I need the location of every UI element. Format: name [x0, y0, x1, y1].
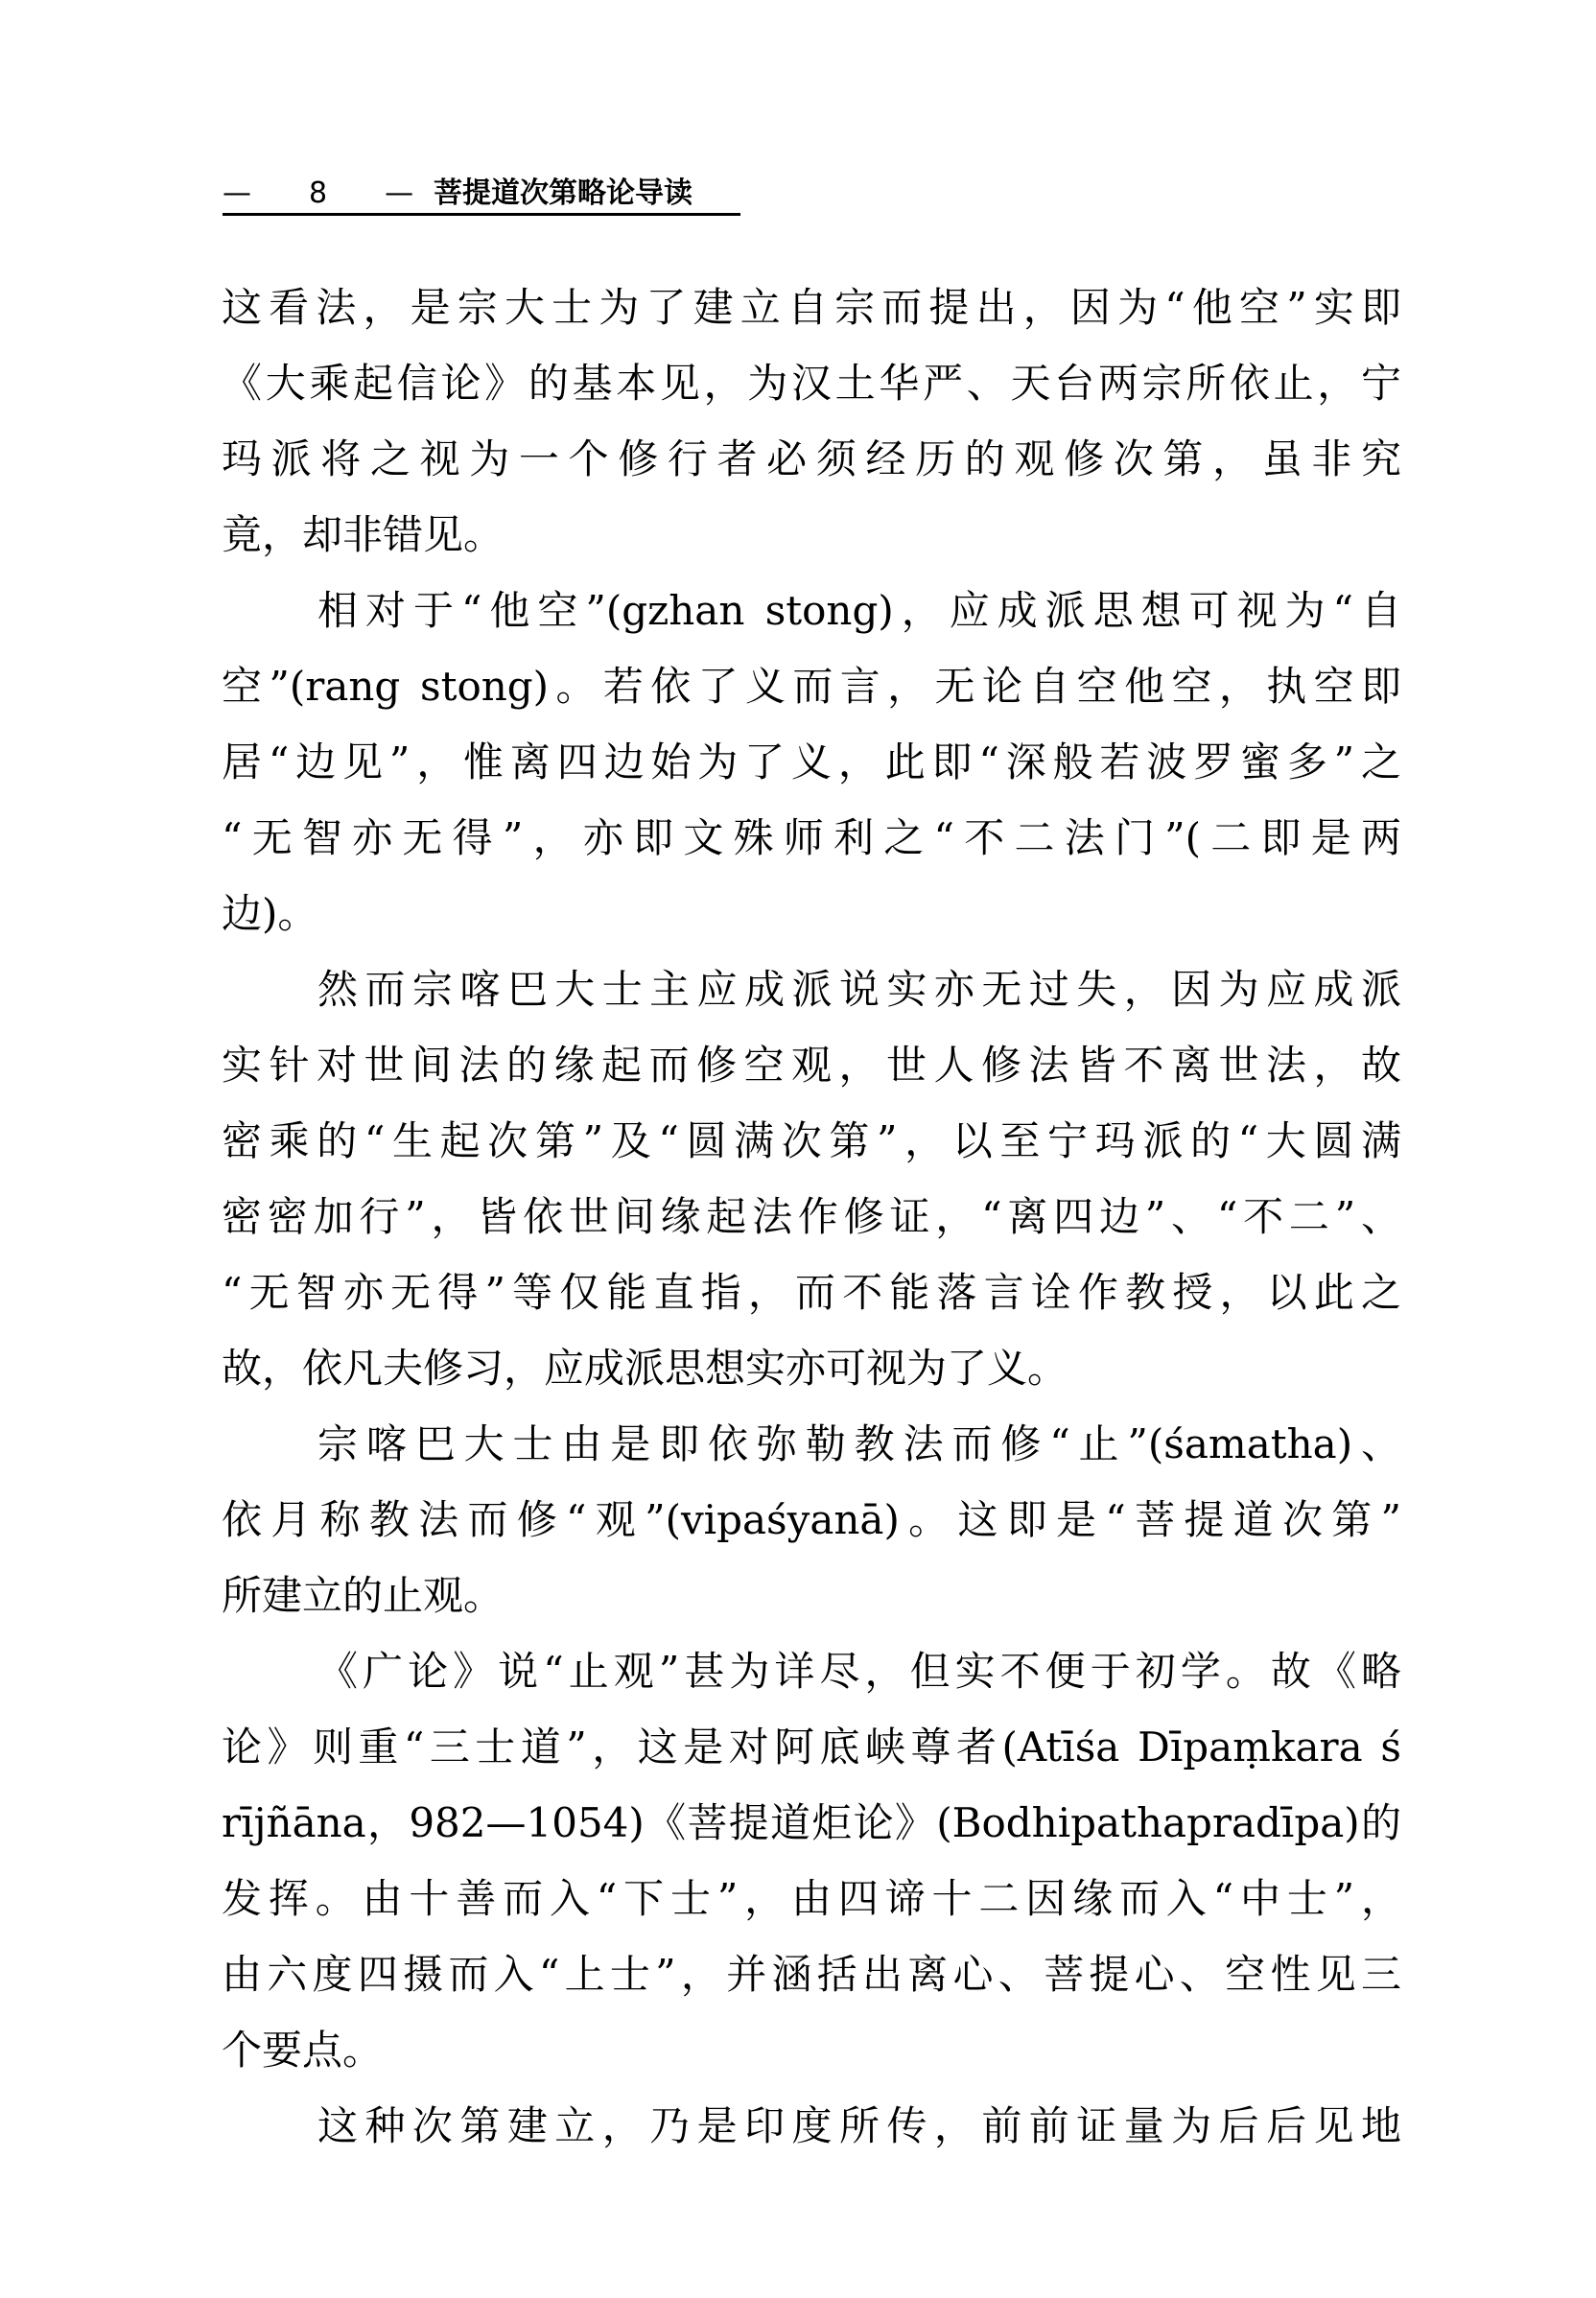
page-number: 8 — [309, 176, 328, 210]
header-dash-right: — — [385, 176, 414, 210]
text-line: 居“边见”，惟离四边始为了义，此即“深般若波罗蜜多”之 — [222, 739, 1401, 786]
text-line: 玛派将之视为一个修行者必须经历的观修次第，虽非究 — [222, 435, 1401, 482]
text-line: “无智亦无得”等仅能直指，而不能落言诠作教授，以此之 — [222, 1269, 1401, 1316]
text-line: rījñāna，982—1054)《菩提道炬论》(Bodhipathapradīpa)的 — [222, 1799, 1401, 1846]
text-line: 这种次第建立，乃是印度所传，前前证量为后后见地 — [317, 2102, 1401, 2149]
text-line: 由六度四摄而入“上士”，并涵括出离心、菩提心、空性见三 — [222, 1951, 1401, 1998]
text-line: 密乘的“生起次第”及“圆满次第”，以至宁玛派的“大圆满 — [222, 1117, 1401, 1164]
text-line: 个要点。 — [222, 2027, 384, 2074]
text-line: 然而宗喀巴大士主应成派说实亦无过失，因为应成派 — [317, 966, 1401, 1013]
text-line: 《大乘起信论》的基本见，为汉土华严、天台两宗所依止，宁 — [222, 360, 1401, 407]
text-line: 实针对世间法的缘起而修空观，世人修法皆不离世法，故 — [222, 1042, 1401, 1089]
paragraph — [222, 951, 1401, 1406]
text-line: 竟，却非错见。 — [222, 511, 505, 558]
text-line: 空”(rang stong)。若依了义而言，无论自空他空，执空即 — [222, 663, 1401, 710]
text-line: 《广论》说“止观”甚为详尽，但实不便于初学。故《略 — [317, 1648, 1401, 1695]
paragraph — [222, 2088, 1401, 2164]
text-line: 故，依凡夫修习，应成派思想实亦可视为了义。 — [222, 1345, 1068, 1392]
text-line: 宗喀巴大士由是即依弥勒教法而修“止”(śamatha)、 — [317, 1420, 1401, 1467]
text-line: “无智亦无得”，亦即文殊师利之“不二法门”(二即是两 — [222, 814, 1401, 861]
header-dash-left: — — [223, 176, 251, 210]
text-line: 所建立的止观。 — [222, 1572, 505, 1619]
text-line: 边)。 — [222, 890, 318, 937]
text-line: 这看法，是宗大士为了建立自宗而提出，因为“他空”实即 — [222, 284, 1401, 331]
book-title: 菩提道次第略论导读 — [433, 176, 692, 210]
paragraph — [222, 1406, 1401, 1633]
text-line: 依月称教法而修“观”(vipaśyanā)。这即是“菩提道次第” — [222, 1496, 1401, 1543]
text-line: 论》则重“三士道”，这是对阿底峡尊者(Atīśa Dīpaṃkara ś — [222, 1724, 1401, 1770]
text-line: 密密加行”，皆依世间缘起法作修证，“离四边”、“不二”、 — [222, 1193, 1401, 1240]
paragraph — [222, 1633, 1401, 2088]
running-header — [223, 169, 740, 216]
text-line: 发挥。由十善而入“下士”，由四谛十二因缘而入“中士”， — [222, 1875, 1401, 1922]
paragraph — [222, 270, 1401, 573]
body-text — [222, 270, 1401, 2164]
paragraph — [222, 573, 1401, 951]
text-line: 相对于“他空”(gzhan stong)，应成派思想可视为“自 — [317, 587, 1401, 634]
